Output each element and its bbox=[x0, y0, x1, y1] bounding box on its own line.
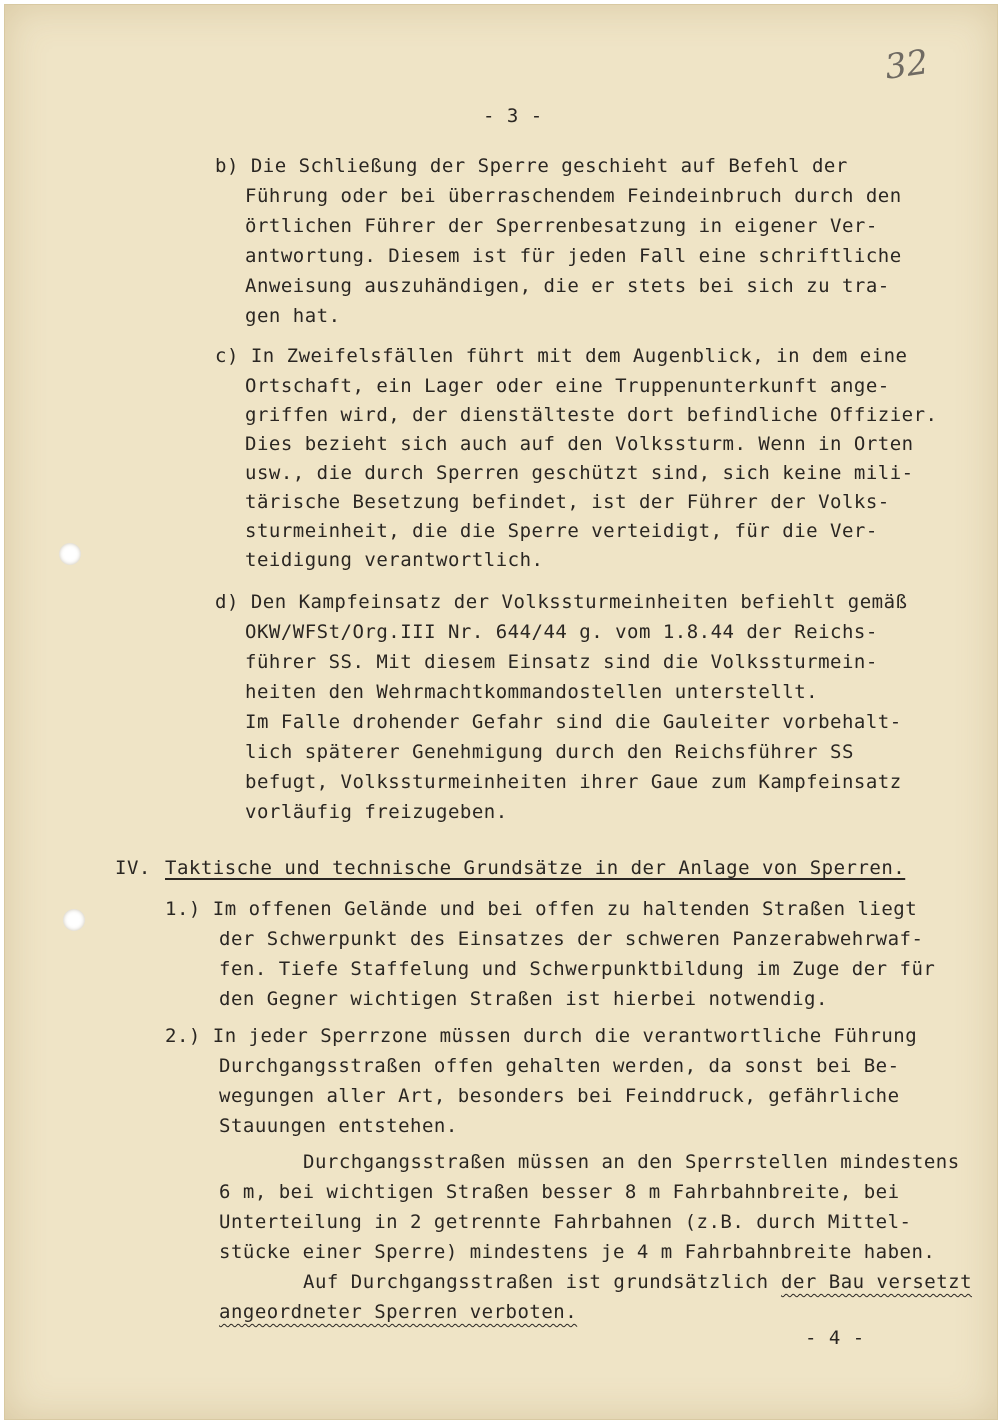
text-line: Auf Durchgangsstraßen ist grundsätzlich bbox=[303, 1271, 769, 1293]
text-line: Ortschaft, ein Lager oder eine Truppenunterkunft ange- bbox=[245, 375, 890, 397]
section-number: IV. bbox=[115, 857, 151, 879]
text-line: Durchgangsstraßen müssen an den Sperrstellen mindestens bbox=[303, 1151, 960, 1173]
underlined-text: der Bau versetzt bbox=[781, 1271, 973, 1293]
text-line: heiten den Wehrmachtkommandostellen unterstellt. bbox=[245, 681, 819, 703]
section-title: Taktische und technische Grundsätze in der Anlage von Sperren. bbox=[165, 857, 906, 879]
text-line: vorläufig freizugeben. bbox=[245, 801, 508, 823]
text-line: Durchgangsstraßen offen gehalten werden, da sonst bei Be- bbox=[219, 1055, 900, 1077]
text-line: tärische Besetzung befindet, ist der Führer der Volks- bbox=[245, 491, 890, 513]
text-line: Im Falle drohender Gefahr sind die Gauleiter vorbehalt- bbox=[245, 711, 902, 733]
text-line: gen hat. bbox=[245, 305, 341, 327]
text-line: griffen wird, der dienstälteste dort befindliche Offizier. bbox=[245, 404, 938, 426]
text-line: OKW/WFSt/Org.III Nr. 644/44 g. vom 1.8.44 der Reichs- bbox=[245, 621, 878, 643]
text-line: Dies bezieht sich auch auf den Volkssturm. Wenn in Orten bbox=[245, 433, 914, 455]
text-line: den Gegner wichtigen Straßen ist hierbei notwendig. bbox=[219, 988, 828, 1010]
text-line: 2.) In jeder Sperrzone müssen durch die verantwortliche Führung bbox=[165, 1025, 918, 1047]
text-line: der Schwerpunkt des Einsatzes der schweren Panzerabwehrwaf- bbox=[219, 928, 924, 950]
text-line: d) Den Kampfeinsatz der Volkssturmeinheiten befiehlt gemäß bbox=[215, 591, 908, 613]
text-line: sturmeinheit, die die Sperre verteidigt, für die Ver- bbox=[245, 520, 878, 542]
text-line: Stauungen entstehen. bbox=[219, 1115, 458, 1137]
text-line: c) In Zweifelsfällen führt mit dem Augenblick, in dem eine bbox=[215, 345, 908, 367]
text-line: örtlichen Führer der Sperrenbesatzung in eigener Ver- bbox=[245, 215, 878, 237]
page-header: - 3 - bbox=[483, 105, 543, 127]
text-line: 6 m, bei wichtigen Straßen besser 8 m Fahrbahnbreite, bei bbox=[219, 1181, 900, 1203]
punch-hole bbox=[63, 909, 85, 931]
text-line: teidigung verantwortlich. bbox=[245, 549, 544, 571]
text-line: befugt, Volkssturmeinheiten ihrer Gaue zum Kampfeinsatz bbox=[245, 771, 902, 793]
text-line: 1.) Im offenen Gelände und bei offen zu haltenden Straßen liegt bbox=[165, 898, 918, 920]
underlined-text: angeordneter Sperren verboten. bbox=[219, 1301, 578, 1323]
text-line: stücke einer Sperre) mindestens je 4 m Fahrbahnbreite haben. bbox=[219, 1241, 936, 1263]
page-footer: - 4 - bbox=[805, 1327, 865, 1349]
text-line: b) Die Schließung der Sperre geschieht auf Befehl der bbox=[215, 155, 848, 177]
text-line: lich späterer Genehmigung durch den Reichsführer SS bbox=[245, 741, 854, 763]
text-line: wegungen aller Art, besonders bei Feinddruck, gefährliche bbox=[219, 1085, 900, 1107]
text-line: Anweisung auszuhändigen, die er stets bei sich zu tra- bbox=[245, 275, 890, 297]
text-line: führer SS. Mit diesem Einsatz sind die Volkssturmein- bbox=[245, 651, 878, 673]
text-line: fen. Tiefe Staffelung und Schwerpunktbildung im Zuge der für bbox=[219, 958, 936, 980]
text-line: antwortung. Diesem ist für jeden Fall eine schriftliche bbox=[245, 245, 902, 267]
archive-page-number: 32 bbox=[882, 42, 931, 88]
punch-hole bbox=[59, 543, 81, 565]
text-line: usw., die durch Sperren geschützt sind, sich keine mili- bbox=[245, 462, 914, 484]
document-page bbox=[4, 4, 998, 1420]
text-line: Führung oder bei überraschendem Feindeinbruch durch den bbox=[245, 185, 902, 207]
text-line: Unterteilung in 2 getrennte Fahrbahnen (z.B. durch Mittel- bbox=[219, 1211, 912, 1233]
